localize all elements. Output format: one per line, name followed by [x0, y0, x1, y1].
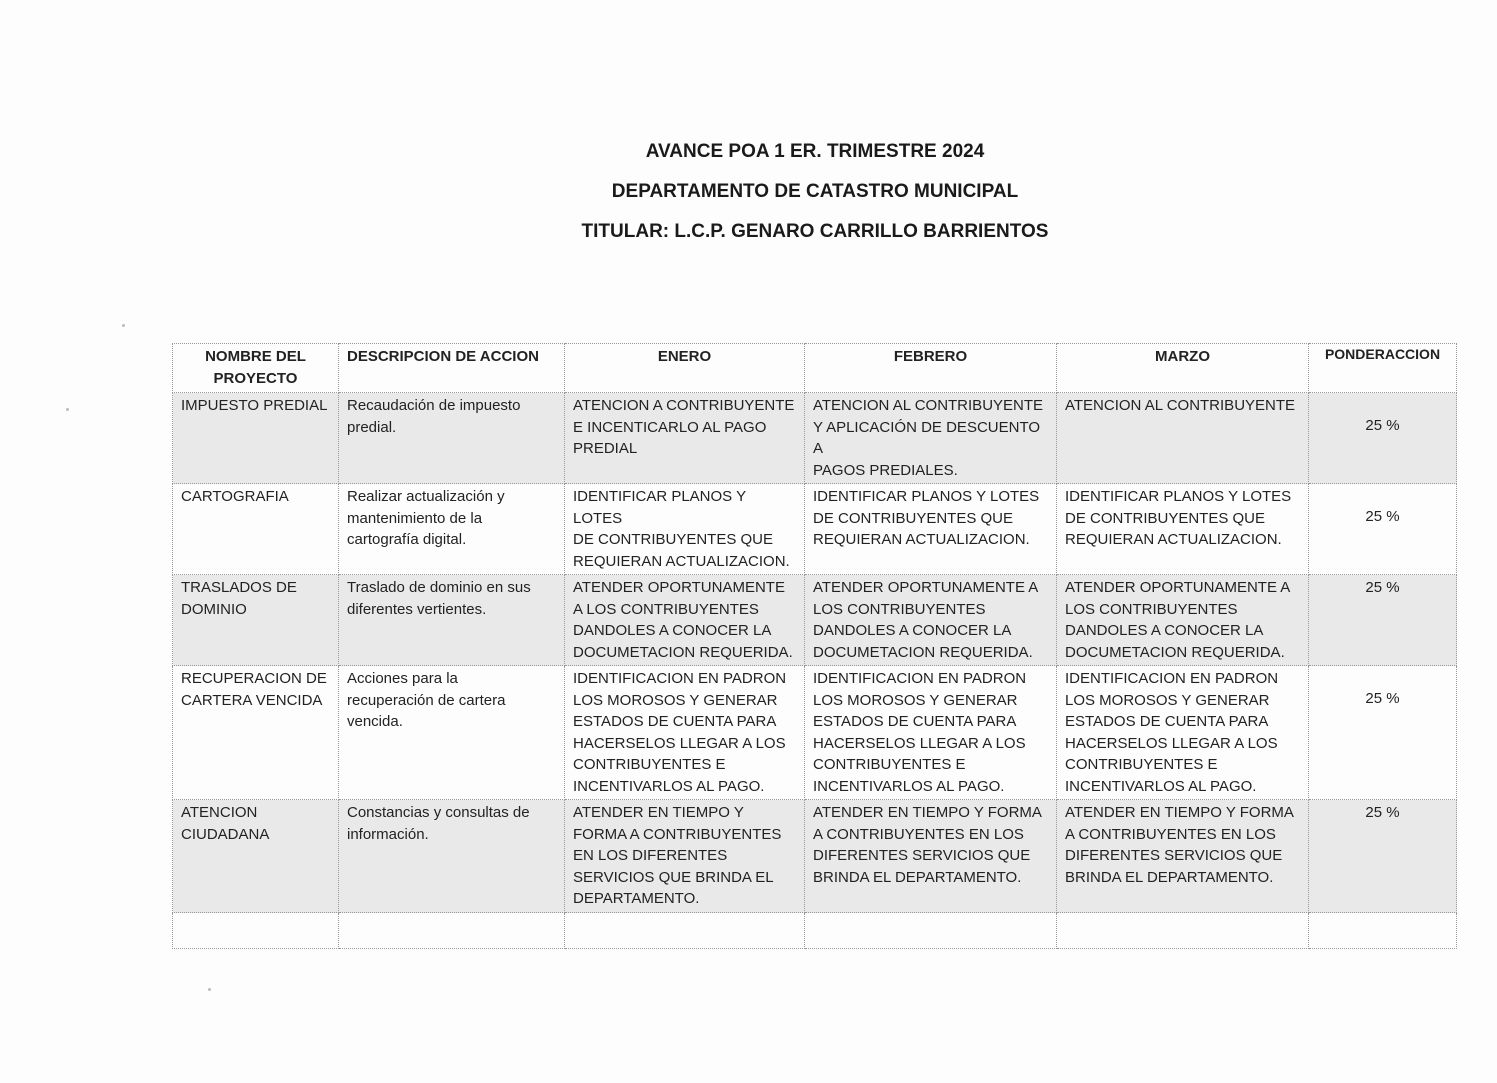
department-name: DEPARTAMENTO DE CATASTRO MUNICIPAL: [611, 181, 1019, 202]
cell-enero: ATENCION A CONTRIBUYENTE E INCENTICARLO AL PAGO PREDIAL: [565, 393, 805, 484]
cell-descripcion: Realizar actualización y mantenimiento de la cartografía digital.: [339, 484, 565, 575]
cell-enero: IDENTIFICAR PLANOS Y LOTES DE CONTRIBUYENTES QUE REQUIERAN ACTUALIZACION.: [565, 484, 805, 575]
cell-descripcion: Acciones para la recuperación de cartera vencida.: [339, 666, 565, 800]
cell-ponderacion: 25 %: [1309, 800, 1457, 913]
cell-ponderacion: 25 %: [1309, 484, 1457, 575]
scan-speck: [122, 324, 125, 327]
col-header-ponderacion: PONDERACCION: [1309, 344, 1457, 393]
cell-marzo: ATENCION AL CONTRIBUYENTE: [1057, 393, 1309, 484]
empty-cell: [1057, 913, 1309, 949]
col-header-febrero: FEBRERO: [805, 344, 1057, 393]
cell-nombre: TRASLADOS DE DOMINIO: [173, 575, 339, 666]
col-header-nombre: NOMBRE DEL PROYECTO: [173, 344, 339, 393]
cell-enero: IDENTIFICACION EN PADRON LOS MOROSOS Y GENERAR ESTADOS DE CUENTA PARA HACERSELOS LLEGAR A LOS CONTRIBUYENTES E INCENTIVARLOS AL PAGO.: [565, 666, 805, 800]
scan-speck: [66, 408, 69, 411]
table-row: [173, 800, 1457, 913]
cell-ponderacion: 25 %: [1309, 393, 1457, 484]
empty-cell: [1309, 913, 1457, 949]
empty-cell: [565, 913, 805, 949]
cell-enero: ATENDER EN TIEMPO Y FORMA A CONTRIBUYENTES EN LOS DIFERENTES SERVICIOS QUE BRINDA EL DEPARTAMENTO.: [565, 800, 805, 913]
empty-cell: [805, 913, 1057, 949]
cell-ponderacion: 25 %: [1309, 575, 1457, 666]
cell-febrero: ATENDER EN TIEMPO Y FORMA A CONTRIBUYENTES EN LOS DIFERENTES SERVICIOS QUE BRINDA EL DEPARTAMENTO.: [805, 800, 1057, 913]
cell-ponderacion: 25 %: [1309, 666, 1457, 800]
col-header-descripcion: DESCRIPCION DE ACCION: [339, 344, 565, 393]
document-title: AVANCE POA 1 ER. TRIMESTRE 2024: [645, 141, 985, 162]
cell-febrero: IDENTIFICAR PLANOS Y LOTES DE CONTRIBUYENTES QUE REQUIERAN ACTUALIZACION.: [805, 484, 1057, 575]
cell-enero: ATENDER OPORTUNAMENTE A LOS CONTRIBUYENTES DANDOLES A CONOCER LA DOCUMETACION REQUERIDA.: [565, 575, 805, 666]
cell-nombre: RECUPERACION DE CARTERA VENCIDA: [173, 666, 339, 800]
cell-marzo: IDENTIFICAR PLANOS Y LOTES DE CONTRIBUYENTES QUE REQUIERAN ACTUALIZACION.: [1057, 484, 1309, 575]
table-row: [173, 484, 1457, 575]
table-row: [173, 666, 1457, 800]
cell-descripcion: Recaudación de impuesto predial.: [339, 393, 565, 484]
scan-speck: [208, 988, 211, 991]
cell-nombre: ATENCION CIUDADANA: [173, 800, 339, 913]
table-row: [173, 575, 1457, 666]
empty-cell: [339, 913, 565, 949]
cell-febrero: ATENDER OPORTUNAMENTE A LOS CONTRIBUYENTES DANDOLES A CONOCER LA DOCUMETACION REQUERIDA.: [805, 575, 1057, 666]
table-header-row: [173, 344, 1457, 393]
empty-row: [173, 913, 1457, 949]
cell-marzo: ATENDER OPORTUNAMENTE A LOS CONTRIBUYENTES DANDOLES A CONOCER LA DOCUMETACION REQUERIDA.: [1057, 575, 1309, 666]
cell-febrero: IDENTIFICACION EN PADRON LOS MOROSOS Y GENERAR ESTADOS DE CUENTA PARA HACERSELOS LLEGAR A LOS CONTRIBUYENTES E INCENTIVARLOS AL PAGO.: [805, 666, 1057, 800]
titular-name: TITULAR: L.C.P. GENARO CARRILLO BARRIENTOS: [581, 221, 1049, 242]
cell-marzo: IDENTIFICACION EN PADRON LOS MOROSOS Y GENERAR ESTADOS DE CUENTA PARA HACERSELOS LLEGAR A LOS CONTRIBUYENTES E INCENTIVARLOS AL PAGO.: [1057, 666, 1309, 800]
table-row: [173, 393, 1457, 484]
cell-descripcion: Constancias y consultas de información.: [339, 800, 565, 913]
cell-nombre: CARTOGRAFIA: [173, 484, 339, 575]
cell-febrero: ATENCION AL CONTRIBUYENTE Y APLICACIÓN DE DESCUENTO A PAGOS PREDIALES.: [805, 393, 1057, 484]
cell-nombre: IMPUESTO PREDIAL: [173, 393, 339, 484]
col-header-enero: ENERO: [565, 344, 805, 393]
poa-table: [172, 343, 1457, 949]
cell-descripcion: Traslado de dominio en sus diferentes vertientes.: [339, 575, 565, 666]
col-header-marzo: MARZO: [1057, 344, 1309, 393]
empty-cell: [173, 913, 339, 949]
cell-marzo: ATENDER EN TIEMPO Y FORMA A CONTRIBUYENTES EN LOS DIFERENTES SERVICIOS QUE BRINDA EL DEPARTAMENTO.: [1057, 800, 1309, 913]
